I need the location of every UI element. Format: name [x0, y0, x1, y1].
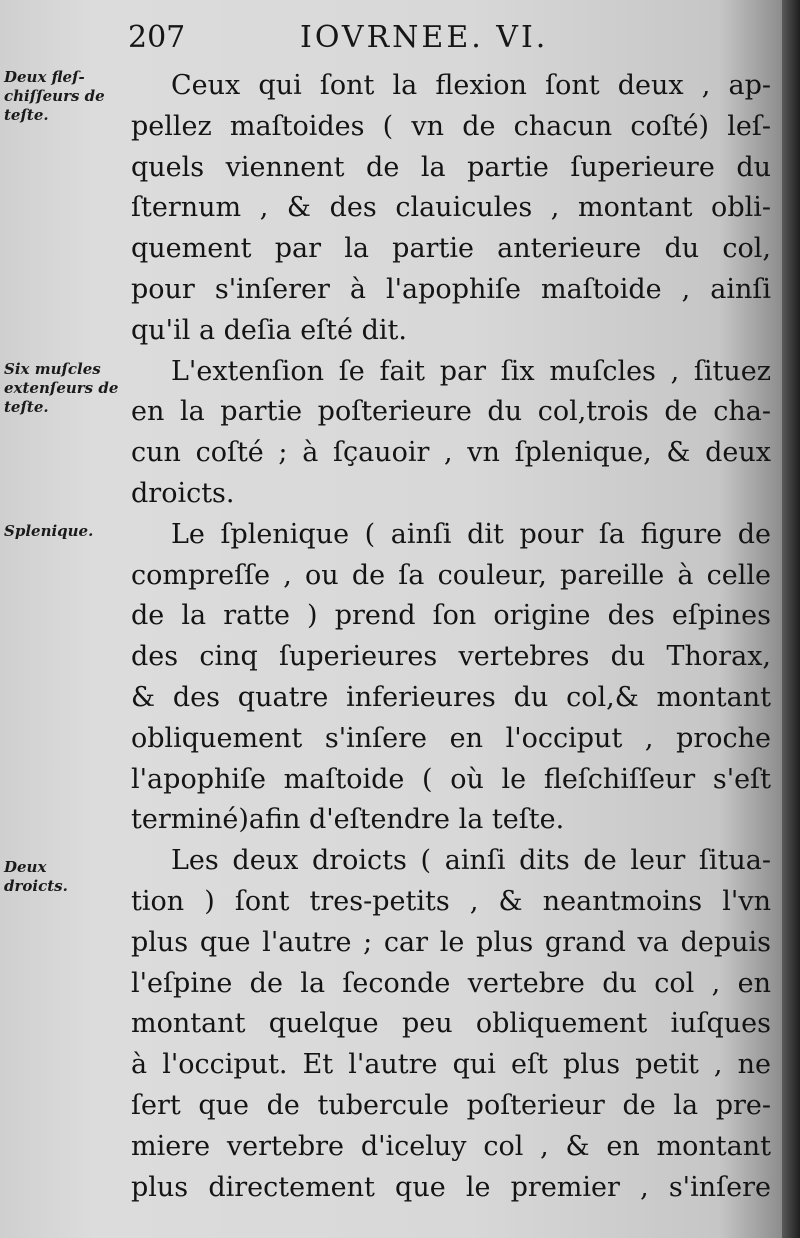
text-line: compreſſe , ou de ſa couleur, pareille à celle	[131, 559, 771, 591]
text-line: L'extenſion ſe fait par ſix muſcles , ſituez	[171, 355, 771, 387]
text-line: montant quelque peu obliquement iuſques	[131, 1008, 771, 1040]
paragraph-recti	[131, 841, 771, 1208]
text-line: cun coſté ; à ſçauoir , vn ſplenique, & deux	[131, 437, 771, 469]
text-line: quels viennent de la partie ſuperieure du	[131, 151, 771, 183]
text-line: qu'il a deſia eſté dit.	[131, 314, 407, 346]
margin-note-splenius	[4, 522, 126, 541]
margin-note-line: teſte.	[4, 398, 49, 416]
margin-note-line: Deux	[4, 858, 47, 876]
text-line: de la ratte ) prend ſon origine des eſpines	[131, 600, 771, 632]
text-line: Ceux qui ſont la flexion ſont deux , ap-	[171, 70, 771, 101]
text-line: miere vertebre d'iceluy col , & en montant	[131, 1130, 771, 1162]
text-line: quement par la partie anterieure du col,	[131, 233, 771, 265]
text-line: à l'occiput. Et l'autre qui eſt plus petit , ne	[131, 1049, 771, 1081]
text-line: & des quatre inferieures du col,& montant	[131, 681, 771, 713]
margin-note-line: Deux fleſ-	[4, 68, 85, 86]
text-line: Le ſplenique ( ainſi dit pour ſa figure de	[171, 518, 771, 550]
body-text	[131, 66, 771, 1208]
page-number: 207	[128, 20, 186, 55]
text-line: en la partie poſterieure du col,trois de cha-	[131, 396, 771, 428]
paragraph-splenius	[131, 515, 771, 841]
text-line: pour s'inſerer à l'apophiſe maſtoide , ainſi	[131, 273, 771, 305]
text-line: l'eſpine de la ſeconde vertebre du col , en	[131, 967, 771, 999]
text-line: droicts.	[131, 477, 235, 509]
margin-note-line: droicts.	[4, 877, 68, 895]
book-spine-shadow	[782, 0, 800, 1238]
paragraph-extensors	[131, 352, 771, 515]
running-title: IOVRNEE. VI.	[300, 20, 549, 55]
margin-note-flexors	[4, 68, 126, 125]
margin-note-line: Six muſcles	[4, 360, 101, 378]
margin-note-line: extenſeurs de	[4, 379, 119, 397]
paragraph-flexors	[131, 66, 771, 352]
margin-note-recti	[4, 858, 126, 896]
text-line: terminé)afin d'eſtendre la teſte.	[131, 804, 565, 836]
margin-note-extensors	[4, 360, 126, 417]
page-header	[0, 20, 782, 60]
margin-note-line: Splenique.	[4, 522, 94, 540]
margin-note-line: teſte.	[4, 106, 49, 124]
text-line: obliquement s'inſere en l'occiput , proche	[131, 722, 771, 754]
text-line: ſternum , & des clauicules , montant obli-	[131, 192, 771, 224]
text-line: tion ) ſont tres-petits , & neantmoins l'vn	[131, 885, 771, 917]
text-line: l'apophiſe maſtoide ( où le fleſchiſſeur s'eſt	[131, 763, 771, 795]
text-line: plus directement que le premier , s'inſere	[131, 1171, 771, 1203]
text-line: pellez maſtoides ( vn de chacun coſté) leſ-	[131, 110, 771, 142]
margin-note-line: chiſſeurs de	[4, 87, 105, 105]
text-line: ſert que de tubercule poſterieur de la pre-	[131, 1089, 771, 1121]
text-line: Les deux droicts ( ainſi dits de leur ſitua-	[171, 845, 771, 877]
text-line: des cinq ſuperieures vertebres du Thorax,	[131, 641, 771, 673]
text-line: plus que l'autre ; car le plus grand va depuis	[131, 926, 771, 958]
